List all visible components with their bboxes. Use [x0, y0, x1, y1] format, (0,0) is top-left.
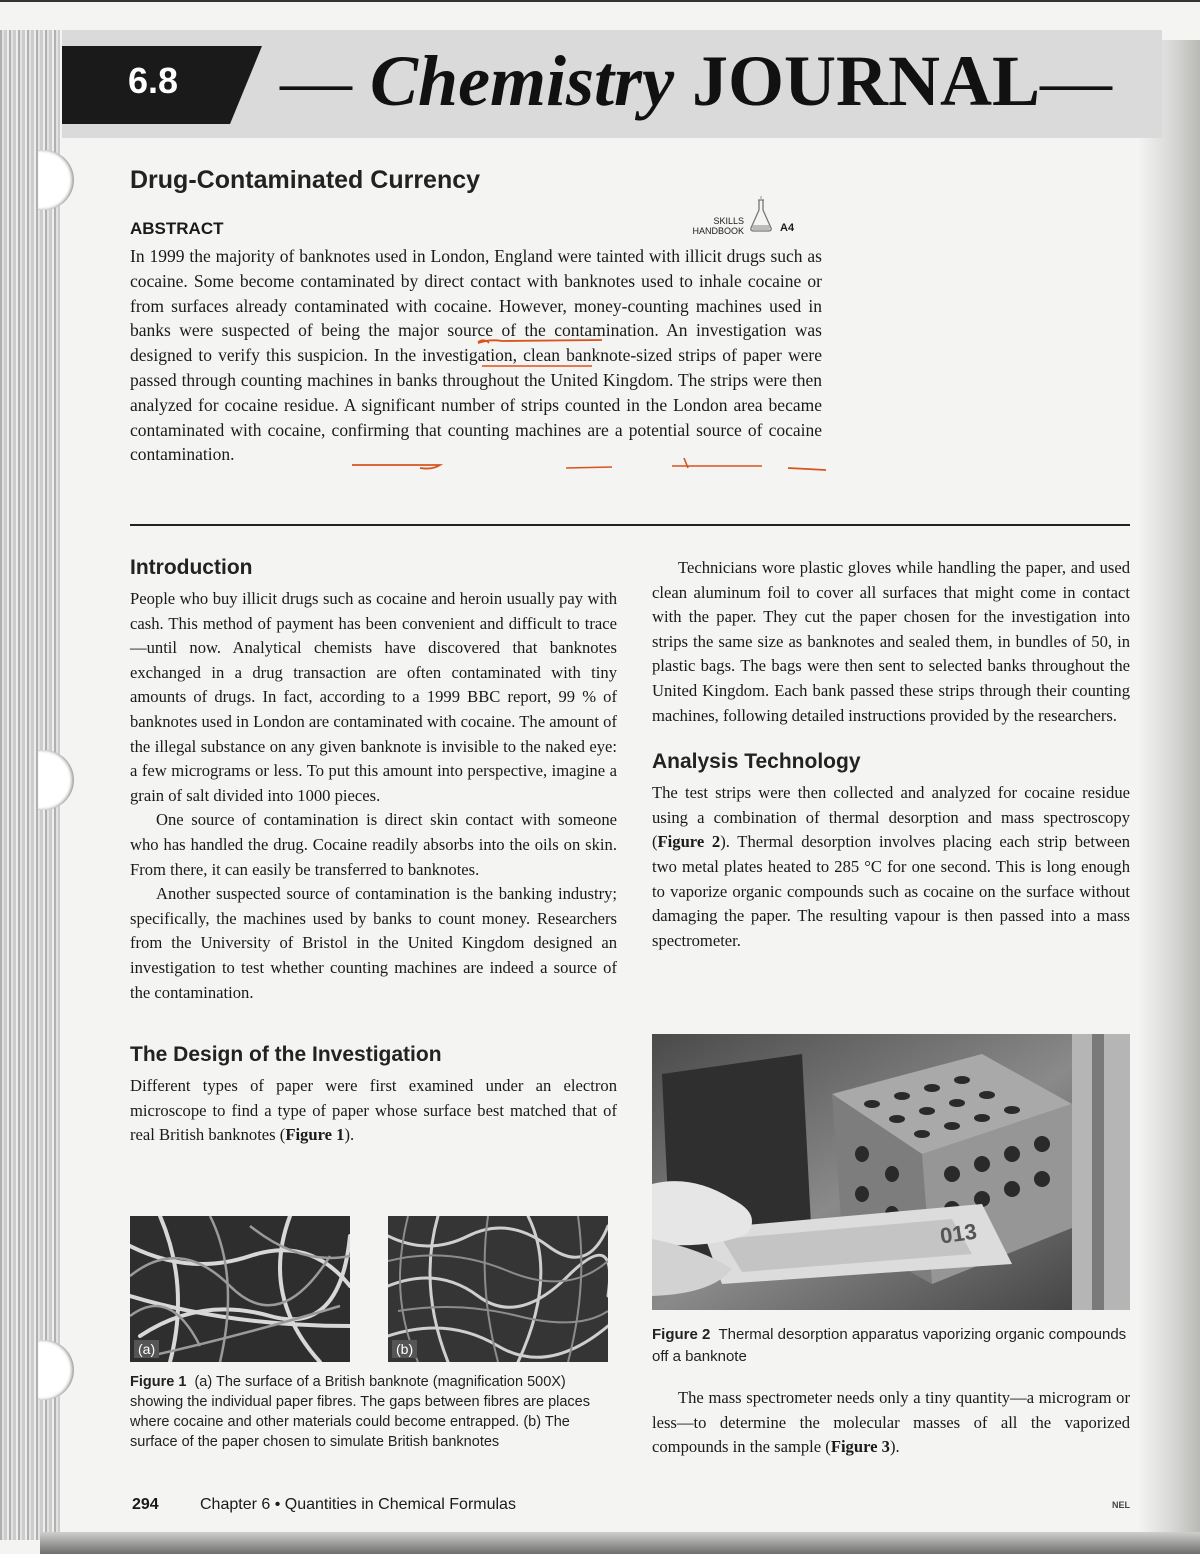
micrograph-b — [388, 1216, 608, 1362]
analysis-figure-ref: Figure 2 — [657, 832, 721, 852]
figure-2-caption-label: Figure 2 — [652, 1326, 711, 1343]
punch-hole-top — [38, 150, 74, 210]
mass-spec-figure-ref: Figure 3 — [830, 1437, 890, 1457]
mass-spec-text-after: ). — [889, 1437, 900, 1457]
punch-hole-middle — [38, 750, 74, 810]
title-dash-left: — — [280, 41, 352, 121]
micrograph-b-label: (b) — [392, 1340, 417, 1358]
flask-icon — [748, 196, 774, 234]
right-column — [652, 556, 1130, 953]
design-text-after: ). — [344, 1125, 355, 1145]
skills-handbook-ref: A4 — [780, 222, 795, 234]
banknote-print: 013 — [938, 1218, 979, 1249]
figure-1 — [130, 1216, 607, 1362]
figure-1-caption-text: (a) The surface of a British banknote (magnification 500X) showing the individual paper fibres. The gaps between fibres are places where cocaine and other materials could become entrapped. (b) The surface of the paper chosen to simulate British banknotes — [130, 1374, 590, 1450]
article-title: Drug-Contaminated Currency — [130, 166, 481, 194]
scan-shadow-right — [1138, 40, 1200, 1540]
figure-2-caption — [652, 1324, 1130, 1368]
title-word-journal: JOURNAL — [692, 41, 1041, 121]
analysis-text-before: The test strips were then collected and analyzed for cocaine residue using a combination of thermal desorption and mass spectroscopy ( — [652, 783, 1130, 852]
micrograph-a — [130, 1216, 350, 1362]
abstract-text: In 1999 the majority of banknotes used in London, England were tainted with illicit drugs such as cocaine. Some become contaminated by direct contact with banknotes used to inhale cocaine or from surfaces already contaminated with cocaine. However, money-counting machines used in banks were suspected of being the major source of the contamination. An investigation was designed to verify this suspicion. In the investigation, clean banknote-sized strips of paper were passed through counting machines in banks throughout the United Kingdom. The strips were then analyzed for cocaine residue. A significant number of strips counted in the London area became contaminated with cocaine, confirming that counting machines are a potential source of cocaine contamination. — [130, 246, 822, 465]
title-word-chemistry: Chemistry — [370, 41, 675, 121]
micrograph-b-image — [388, 1216, 608, 1362]
procedure-paragraph: Technicians wore plastic gloves while handling the paper, and used clean aluminum foil to cover all surfaces that might come in contact with the paper. They cut the paper chosen for the investigation into strips the same size as banknotes and sealed them, in bundles of 50, in plastic bags. The bags were then sent to selected banks throughout the United Kingdom. Each bank passed these strips through their counting machines, following detailed instructions provided by the researchers. — [652, 558, 1130, 725]
page-number: 294 — [132, 1496, 159, 1513]
scan-shadow-bottom — [40, 1532, 1200, 1554]
section-number: 6.8 — [128, 60, 179, 101]
mass-spec-paragraph — [652, 1386, 1130, 1460]
introduction-heading: Introduction — [130, 556, 253, 579]
design-heading: The Design of the Investigation — [130, 1043, 442, 1067]
micrograph-a-image — [130, 1216, 350, 1362]
figure-2-photo — [652, 1034, 1130, 1310]
thermal-desorption-photo — [652, 1034, 1130, 1310]
analysis-paragraph — [652, 781, 1130, 953]
figure-1-caption-label: Figure 1 — [130, 1374, 187, 1390]
punch-hole-bottom — [38, 1340, 74, 1400]
figure-2-caption-text: Thermal desorption apparatus vaporizing organic compounds off a banknote — [652, 1326, 1127, 1365]
introduction-paragraph-1: People who buy illicit drugs such as cocaine and heroin usually pay with cash. This method of payment has been convenient and difficult to trace—until now. Analytical chemists have discovered that banknotes exchanged in a drug transaction are often contaminated with tiny amounts of drugs. In fact, according to a 1999 BBC report, 99 % of banknotes used in London are contaminated with cocaine. The amount of the illegal substance on any given banknote is invisible to the naked eye: a few micrograms or less. To put this amount into perspective, imagine a grain of salt divided into 1000 pieces. — [130, 589, 617, 805]
publisher-mark: NEL — [1112, 1500, 1130, 1510]
micrograph-a-label: (a) — [134, 1340, 159, 1358]
chapter-footer: Chapter 6 • Quantities in Chemical Formulas — [200, 1496, 516, 1513]
left-column — [130, 556, 617, 1148]
introduction-paragraph-2: One source of contamination is direct skin contact with someone who has handled the drug. Cocaine readily absorbs into the oils on skin. From there, it can easily be transferred to banknotes. — [130, 810, 617, 879]
abstract-label: ABSTRACT — [130, 219, 224, 238]
section-divider — [130, 524, 1130, 526]
analysis-heading: Analysis Technology — [652, 750, 861, 774]
design-paragraph — [130, 1074, 617, 1148]
skills-line2: HANDBOOK — [692, 226, 744, 236]
figure-1-caption — [130, 1372, 610, 1452]
page-top-edge — [0, 0, 1200, 2]
journal-title — [280, 40, 1112, 123]
introduction-paragraph-3: Another suspected source of contamination is the banking industry; specifically, the machines used by banks to count money. Researchers from the University of Bristol in the United Kingdom designed an investigation to test whether counting machines are indeed a source of the contamination. — [130, 884, 617, 1002]
analysis-text-after: ). Thermal desorption involves placing each strip between two metal plates heated to 285 °C for one second. This is long enough to vaporize organic compounds such as cocaine on the surface without damaging the paper. The resulting vapour is then passed into a mass spectrometer. — [652, 832, 1130, 950]
design-figure-ref: Figure 1 — [285, 1125, 345, 1145]
design-text-before: Different types of paper were first examined under an electron microscope to find a type of paper whose surface best matched that of real British banknotes ( — [130, 1076, 617, 1145]
skills-handbook-label — [682, 216, 744, 236]
title-dash-right: — — [1040, 41, 1113, 121]
skills-line1: SKILLS — [713, 216, 744, 226]
mass-spec-text-before: The mass spectrometer needs only a tiny quantity—a microgram or less—to determine the molecular masses of all the vaporized compounds in the sample ( — [652, 1388, 1130, 1457]
